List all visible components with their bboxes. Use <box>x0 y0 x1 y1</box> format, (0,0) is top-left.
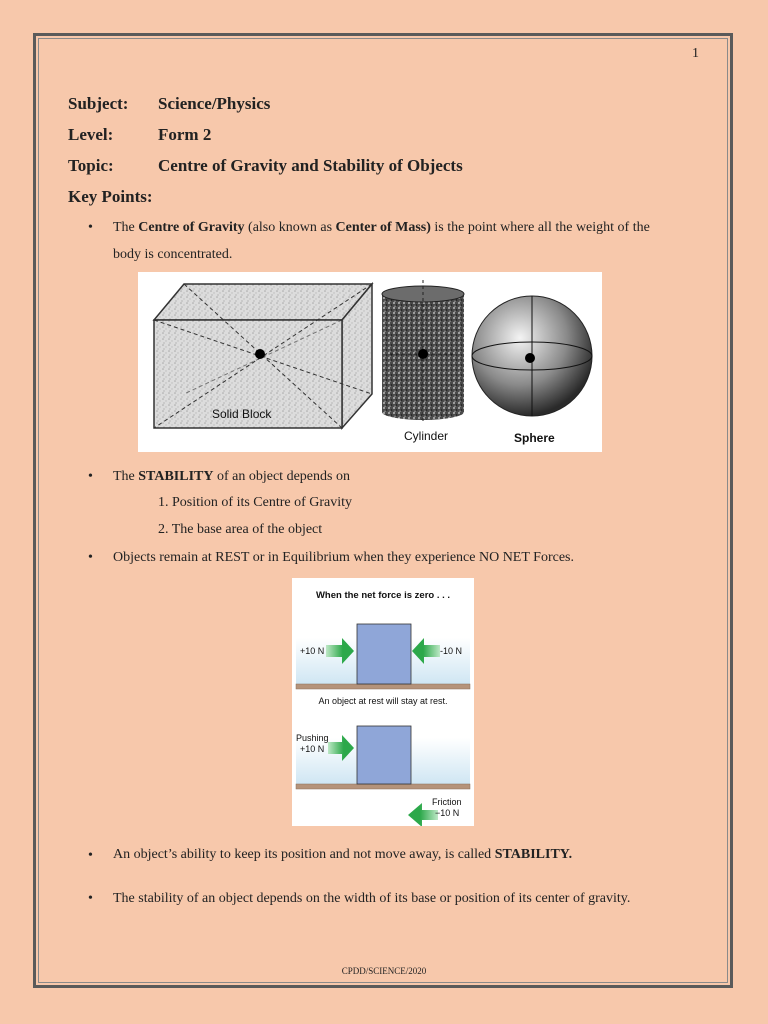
left-force-label: +10 N <box>300 646 325 656</box>
pushing-force-label: +10 N <box>300 744 325 754</box>
figure-net-force <box>292 578 474 826</box>
sphere <box>472 296 592 445</box>
bullet-marker: • <box>88 469 93 484</box>
block-pushed <box>357 726 411 784</box>
bullet-marker: • <box>88 848 93 863</box>
net-force-illustration <box>292 578 474 826</box>
cylinder-label: Cylinder <box>404 429 449 443</box>
sphere-label: Sphere <box>514 431 555 445</box>
level-line <box>68 125 211 145</box>
bullet-marker: • <box>88 891 93 906</box>
term-stability: STABILITY <box>138 469 214 484</box>
bullet-marker: • <box>88 220 93 235</box>
bullet-centre-of-gravity <box>113 214 713 268</box>
page-number: 1 <box>692 46 699 61</box>
text: is the point where all the weight of the <box>430 220 650 235</box>
bullet-marker: • <box>88 550 93 565</box>
solid-block <box>154 284 372 428</box>
friction-force-label: −10 N <box>435 808 460 818</box>
subject-label: Subject: <box>68 94 129 113</box>
text: The <box>113 469 139 484</box>
friction-label: Friction <box>432 797 462 807</box>
block-label: Solid Block <box>212 407 272 421</box>
pushing-label: Pushing <box>296 733 329 743</box>
figure-shapes <box>138 272 602 452</box>
list-item-2: 2. The base area of the object <box>158 522 323 537</box>
level-value: Form 2 <box>158 125 212 144</box>
subject-line <box>68 94 270 114</box>
footer: CPDD/SCIENCE/2020 <box>341 966 427 976</box>
bullet-stability-depends <box>113 463 713 490</box>
bullet-equilibrium: Objects remain at REST or in Equilibrium when they experience NO NET Forces. <box>113 550 574 565</box>
text: An object’s ability to keep its position and not move away, is called <box>113 847 495 862</box>
text: (also known as <box>244 220 336 235</box>
bullet-stability-definition <box>113 841 713 868</box>
shapes-illustration <box>138 272 602 452</box>
topic-label: Topic: <box>68 156 114 175</box>
topic-value: Centre of Gravity and Stability of Objects <box>158 156 463 175</box>
subject-value: Science/Physics <box>158 94 271 113</box>
right-force-label: -10 N <box>440 646 463 656</box>
topic-line <box>68 156 463 176</box>
text: body is concentrated. <box>113 247 233 262</box>
rest-caption: An object at rest will stay at rest. <box>318 696 448 706</box>
bullet-stability-width: The stability of an object depends on the width of its base or position of its center of gravity. <box>113 891 631 906</box>
block-at-rest <box>357 624 411 684</box>
list-item-1: 1. Position of its Centre of Gravity <box>158 495 353 510</box>
text: The <box>113 220 139 235</box>
term-stability: STABILITY. <box>494 847 573 862</box>
figure-title: When the net force is zero . . . <box>315 590 451 601</box>
term-centre-of-gravity: Centre of Gravity <box>138 220 245 235</box>
cylinder <box>382 280 464 443</box>
level-label: Level: <box>68 125 114 144</box>
text: of an object depends on <box>213 469 350 484</box>
term-center-of-mass: Center of Mass) <box>335 220 431 235</box>
key-points-heading: Key Points: <box>68 187 153 206</box>
